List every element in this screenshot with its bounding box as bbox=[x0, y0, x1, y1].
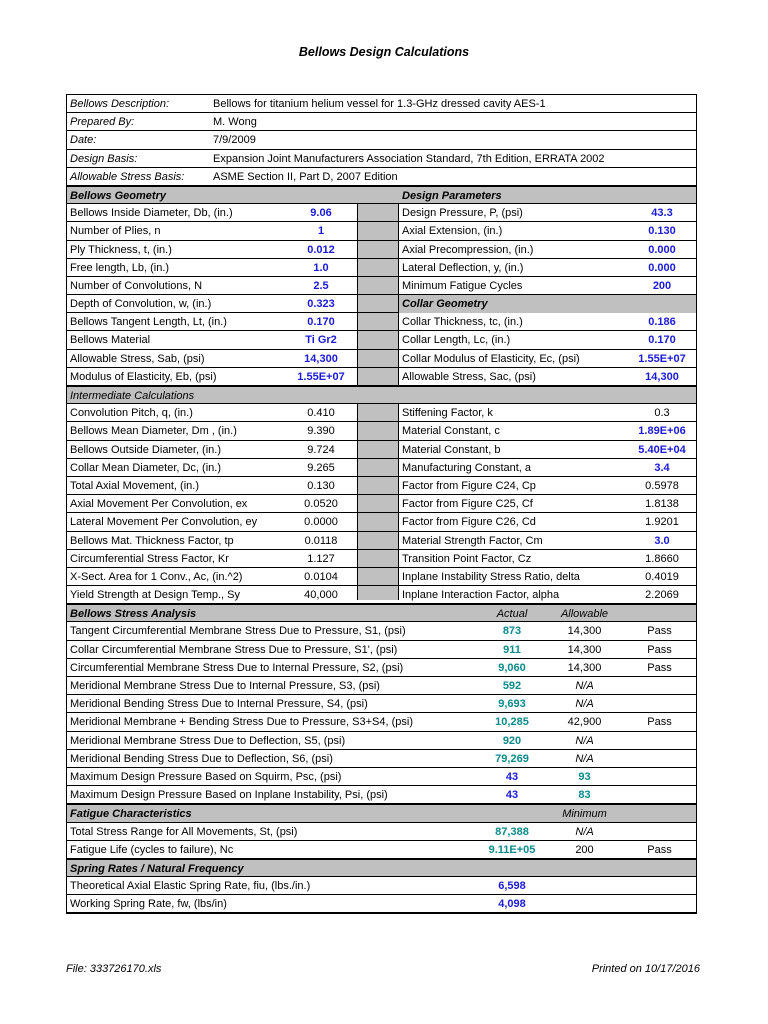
header-row bbox=[67, 95, 696, 113]
row-label: Factor from Figure C24, Cp bbox=[402, 479, 536, 492]
row-label: Total Stress Range for All Movements, St, (psi) bbox=[70, 825, 298, 838]
row-value: 0.0118 bbox=[304, 534, 338, 547]
column-header: Actual bbox=[496, 608, 528, 621]
section-header-row bbox=[67, 859, 696, 877]
row-label: Fatigue Life (cycles to failure), Nc bbox=[70, 843, 234, 856]
geometry-row bbox=[67, 568, 696, 586]
allowable-value: N/A bbox=[575, 752, 594, 765]
header-row bbox=[67, 168, 696, 186]
row-label: Meridional Membrane Stress Due to Deflection, S5, (psi) bbox=[70, 734, 346, 747]
row-label: Design Pressure, P, (psi) bbox=[402, 207, 523, 220]
row-value: 9.265 bbox=[307, 461, 335, 474]
header-label: Prepared By: bbox=[70, 116, 135, 129]
row-label: Yield Strength at Design Temp., Sy bbox=[70, 589, 240, 602]
geometry-row bbox=[67, 350, 696, 368]
header-row bbox=[67, 131, 696, 149]
row-value: 0.5978 bbox=[645, 479, 679, 492]
geometry-row bbox=[67, 331, 696, 349]
row-value: 1.89E+06 bbox=[638, 425, 686, 438]
row-value: 1 bbox=[317, 225, 325, 238]
header-value: 7/9/2009 bbox=[213, 134, 256, 147]
allowable-value: 42,900 bbox=[567, 716, 602, 729]
row-label: Total Axial Movement, (in.) bbox=[70, 479, 199, 492]
row-value: 0.0000 bbox=[304, 516, 338, 529]
result-value: Pass bbox=[647, 625, 672, 638]
row-label: Collar Mean Diameter, Dc, (in.) bbox=[70, 461, 221, 474]
section-title: Spring Rates / Natural Frequency bbox=[70, 862, 244, 875]
stress-row bbox=[67, 768, 696, 786]
column-header: Minimum bbox=[562, 808, 607, 821]
row-value: 9.06 bbox=[310, 207, 332, 220]
allowable-value: 14,300 bbox=[567, 661, 602, 674]
row-label: Minimum Fatigue Cycles bbox=[402, 279, 523, 292]
stress-row bbox=[67, 841, 696, 859]
row-label: Free length, Lb, (in.) bbox=[70, 261, 170, 274]
stress-row bbox=[67, 877, 696, 895]
geometry-row bbox=[67, 277, 696, 295]
geometry-row bbox=[67, 259, 696, 277]
row-label: Manufacturing Constant, a bbox=[402, 461, 532, 474]
row-value: 0.410 bbox=[307, 407, 335, 420]
actual-value: 9.11E+05 bbox=[488, 843, 536, 856]
row-value: 2.2069 bbox=[645, 589, 679, 602]
actual-value: 920 bbox=[502, 734, 522, 747]
row-label: Number of Convolutions, N bbox=[70, 279, 203, 292]
result-value: Pass bbox=[647, 843, 672, 856]
row-value: 200 bbox=[652, 279, 672, 292]
stress-row bbox=[67, 677, 696, 695]
row-value: 40,000 bbox=[304, 589, 338, 602]
row-value: 1.8138 bbox=[645, 498, 679, 511]
stress-row bbox=[67, 659, 696, 677]
row-label: Meridional Bending Stress Due to Internal Pressure, S4, (psi) bbox=[70, 698, 368, 711]
geometry-row bbox=[67, 477, 696, 495]
stress-row bbox=[67, 895, 696, 913]
row-label: Factor from Figure C25, Cf bbox=[402, 498, 533, 511]
row-label: Modulus of Elasticity, Eb, (psi) bbox=[70, 370, 217, 383]
actual-value: 43 bbox=[505, 770, 519, 783]
row-label: Transition Point Factor, Cz bbox=[402, 552, 532, 565]
row-label: Collar Length, Lc, (in.) bbox=[402, 334, 511, 347]
column-header: Allowable bbox=[560, 608, 609, 621]
stress-row bbox=[67, 732, 696, 750]
result-value: Pass bbox=[647, 716, 672, 729]
allowable-value: N/A bbox=[575, 734, 594, 747]
row-value: 0.323 bbox=[307, 298, 335, 311]
section-header-row bbox=[67, 804, 696, 822]
stress-row bbox=[67, 750, 696, 768]
row-label: Theoretical Axial Elastic Spring Rate, fiu, (lbs./in.) bbox=[70, 880, 311, 893]
actual-value: 79,269 bbox=[495, 752, 529, 765]
actual-value: 592 bbox=[502, 680, 522, 692]
result-value: Pass bbox=[647, 643, 672, 656]
row-value: 3.0 bbox=[654, 534, 670, 547]
page-title: Bellows Design Calculations bbox=[298, 45, 470, 59]
row-value: 2.5 bbox=[313, 279, 329, 292]
footer-file: File: 333726170.xls bbox=[66, 963, 162, 975]
row-value: 9.390 bbox=[307, 425, 335, 438]
row-label: X-Sect. Area for 1 Conv., Ac, (in.^2) bbox=[70, 570, 243, 583]
row-value: 0.0104 bbox=[304, 570, 338, 583]
geometry-row bbox=[67, 586, 696, 604]
geometry-row bbox=[67, 204, 696, 222]
row-label: Axial Precompression, (in.) bbox=[402, 243, 534, 256]
calculation-sheet bbox=[66, 94, 697, 914]
row-value: 43.3 bbox=[651, 207, 673, 220]
row-value: 0.170 bbox=[648, 334, 676, 347]
section-title: Collar Geometry bbox=[402, 298, 488, 311]
header-row bbox=[67, 113, 696, 131]
row-label: Material Constant, c bbox=[402, 425, 500, 438]
row-value: Ti Gr2 bbox=[305, 334, 337, 347]
allowable-value: 200 bbox=[575, 843, 594, 856]
row-label: Inplane Instability Stress Ratio, delta bbox=[402, 570, 580, 583]
row-label: Lateral Movement Per Convolution, ey bbox=[70, 516, 258, 529]
geometry-row bbox=[67, 495, 696, 513]
actual-value: 9,060 bbox=[498, 661, 526, 674]
stress-row bbox=[67, 695, 696, 713]
section-header-row bbox=[67, 386, 696, 404]
row-value: 1.0 bbox=[313, 261, 329, 274]
row-label: Lateral Deflection, y, (in.) bbox=[402, 261, 524, 274]
actual-value: 43 bbox=[505, 789, 519, 802]
row-label: Axial Movement Per Convolution, ex bbox=[70, 498, 248, 511]
geometry-row bbox=[67, 459, 696, 477]
row-value: 5.40E+04 bbox=[638, 443, 686, 456]
stress-row bbox=[67, 823, 696, 841]
actual-value: 4,098 bbox=[498, 898, 526, 911]
row-label: Collar Thickness, tc, (in.) bbox=[402, 316, 523, 329]
row-value: 1.127 bbox=[307, 552, 335, 565]
row-label: Allowable Stress, Sab, (psi) bbox=[70, 352, 205, 365]
row-label: Working Spring Rate, fw, (lbs/in) bbox=[70, 898, 227, 911]
row-label: Bellows Tangent Length, Lt, (in.) bbox=[70, 316, 227, 329]
row-value: 1.8660 bbox=[645, 552, 679, 565]
row-value: 0.186 bbox=[648, 316, 676, 329]
row-value: 0.0520 bbox=[304, 498, 338, 511]
geometry-row bbox=[67, 532, 696, 550]
row-value: 0.000 bbox=[648, 261, 676, 274]
allowable-value: N/A bbox=[575, 825, 594, 838]
actual-value: 9,693 bbox=[498, 698, 526, 711]
row-label: Bellows Mat. Thickness Factor, tp bbox=[70, 534, 234, 547]
row-value: 0.130 bbox=[307, 479, 335, 492]
geometry-row bbox=[67, 368, 696, 386]
row-value: 0.000 bbox=[648, 243, 676, 256]
allowable-value: 14,300 bbox=[567, 625, 602, 638]
section-title: Fatigue Characteristics bbox=[70, 808, 192, 821]
section-title: Bellows Geometry bbox=[70, 189, 166, 202]
actual-value: 87,388 bbox=[495, 825, 529, 838]
geometry-row bbox=[67, 404, 696, 422]
row-label: Circumferential Membrane Stress Due to Internal Pressure, S2, (psi) bbox=[70, 661, 404, 674]
actual-value: 6,598 bbox=[498, 880, 526, 893]
row-label: Bellows Outside Diameter, (in.) bbox=[70, 443, 221, 456]
geometry-row bbox=[67, 441, 696, 459]
allowable-value: N/A bbox=[575, 698, 594, 711]
allowable-value: N/A bbox=[575, 680, 594, 692]
actual-value: 873 bbox=[502, 625, 522, 638]
header-label: Allowable Stress Basis: bbox=[70, 170, 185, 183]
geometry-row bbox=[67, 295, 696, 313]
stress-row bbox=[67, 713, 696, 731]
row-label: Bellows Mean Diameter, Dm , (in.) bbox=[70, 425, 237, 438]
geometry-row bbox=[67, 222, 696, 240]
row-label: Meridional Bending Stress Due to Deflection, S6, (psi) bbox=[70, 752, 333, 765]
row-label: Circumferential Stress Factor, Kr bbox=[70, 552, 229, 565]
row-label: Depth of Convolution, w, (in.) bbox=[70, 298, 212, 311]
row-label: Collar Modulus of Elasticity, Ec, (psi) bbox=[402, 352, 580, 365]
stress-row bbox=[67, 622, 696, 640]
header-value: Bellows for titanium helium vessel for 1.3-GHz dressed cavity AES-1 bbox=[213, 98, 546, 110]
actual-value: 10,285 bbox=[495, 716, 529, 729]
section-title: Bellows Stress Analysis bbox=[70, 608, 197, 621]
row-label: Maximum Design Pressure Based on Inplane Instability, Psi, (psi) bbox=[70, 789, 388, 802]
geometry-grid bbox=[67, 186, 696, 604]
row-label: Ply Thickness, t, (in.) bbox=[70, 243, 172, 256]
footer-printed: Printed on 10/17/2016 bbox=[591, 963, 700, 975]
geometry-row bbox=[67, 313, 696, 331]
row-label: Axial Extension, (in.) bbox=[402, 225, 503, 238]
header-value: Expansion Joint Manufacturers Association Standard, 7th Edition, ERRATA 2002 bbox=[213, 152, 605, 165]
row-label: Bellows Inside Diameter, Db, (in.) bbox=[70, 207, 233, 220]
row-label: Material Strength Factor, Cm bbox=[402, 534, 543, 547]
header-label: Bellows Description: bbox=[70, 98, 170, 110]
section-header-row bbox=[67, 186, 696, 204]
row-value: 14,300 bbox=[304, 352, 338, 365]
row-value: 1.55E+07 bbox=[297, 370, 345, 383]
allowable-value: 14,300 bbox=[567, 643, 602, 656]
row-label: Allowable Stress, Sac, (psi) bbox=[402, 370, 536, 383]
header-label: Design Basis: bbox=[70, 152, 138, 165]
row-value: 3.4 bbox=[654, 461, 670, 474]
row-label: Stiffening Factor, k bbox=[402, 407, 493, 420]
geometry-row bbox=[67, 422, 696, 440]
row-value: 0.170 bbox=[307, 316, 335, 329]
row-label: Convolution Pitch, q, (in.) bbox=[70, 407, 193, 420]
geometry-row bbox=[67, 241, 696, 259]
header-row bbox=[67, 150, 696, 168]
row-label: Bellows Material bbox=[70, 334, 151, 347]
row-label: Material Constant, b bbox=[402, 443, 501, 456]
row-value: 0.4019 bbox=[645, 570, 679, 583]
section-title: Design Parameters bbox=[402, 189, 502, 202]
row-label: Maximum Design Pressure Based on Squirm, Psc, (psi) bbox=[70, 770, 342, 783]
stress-row bbox=[67, 786, 696, 804]
actual-value: 911 bbox=[503, 643, 521, 656]
row-label: Meridional Membrane + Bending Stress Due to Pressure, S3+S4, (psi) bbox=[70, 716, 413, 729]
stress-row bbox=[67, 641, 696, 659]
header-value: ASME Section II, Part D, 2007 Edition bbox=[213, 170, 398, 183]
row-label: Inplane Interaction Factor, alpha bbox=[402, 589, 560, 602]
row-value: 1.9201 bbox=[645, 516, 679, 529]
row-value: 0.130 bbox=[648, 225, 676, 238]
row-value: 1.55E+07 bbox=[638, 352, 686, 365]
row-label: Number of Plies, n bbox=[70, 225, 161, 238]
row-label: Factor from Figure C26, Cd bbox=[402, 516, 536, 529]
section-header-row bbox=[67, 604, 696, 622]
header-label: Date: bbox=[70, 134, 97, 147]
row-value: 14,300 bbox=[645, 370, 679, 383]
allowable-value: 93 bbox=[578, 770, 591, 783]
geometry-row bbox=[67, 513, 696, 531]
result-value: Pass bbox=[647, 661, 672, 674]
section-title: Intermediate Calculations bbox=[70, 390, 195, 402]
row-label: Tangent Circumferential Membrane Stress Due to Pressure, S1, (psi) bbox=[70, 625, 406, 638]
row-value: 0.012 bbox=[307, 243, 335, 256]
row-value: 9.724 bbox=[307, 443, 335, 456]
geometry-row bbox=[67, 550, 696, 568]
row-label: Meridional Membrane Stress Due to Internal Pressure, S3, (psi) bbox=[70, 680, 380, 692]
allowable-value: 83 bbox=[578, 789, 591, 802]
row-value: 0.3 bbox=[654, 407, 670, 420]
header-value: M. Wong bbox=[213, 116, 257, 129]
row-label: Collar Circumferential Membrane Stress Due to Pressure, S1', (psi) bbox=[70, 643, 398, 656]
